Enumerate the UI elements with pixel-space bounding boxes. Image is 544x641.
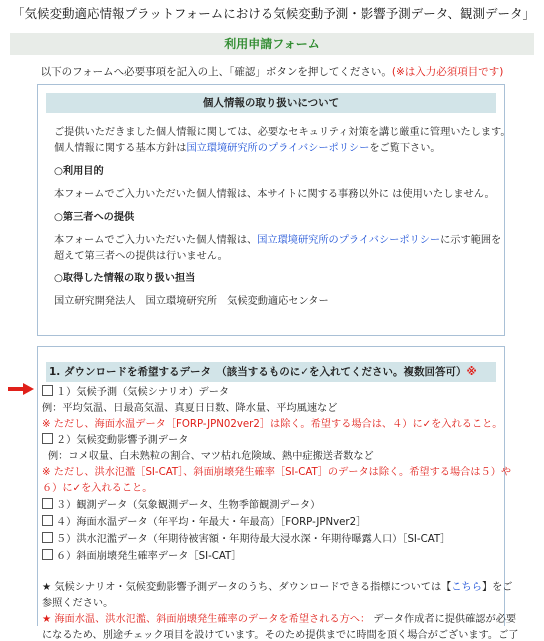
required-note: (※は入力必須項目です) bbox=[391, 66, 504, 78]
footnote1-post: 】をご bbox=[481, 582, 513, 593]
privacy-policy-link[interactable]: 国立環境研究所のプライバシーポリシー bbox=[186, 143, 370, 154]
privacy-section bbox=[37, 84, 511, 336]
checkbox-climate-prediction[interactable] bbox=[42, 385, 53, 396]
footnote2-red: ★ 海面水温、洪水氾濫、斜面崩壊発生確率のデータを希望される方へ： bbox=[42, 614, 371, 625]
third-party-pre: 本フォームでご入力いただいた個人情報は、 bbox=[54, 235, 258, 246]
download-header bbox=[46, 362, 496, 382]
option-label: ５）洪水氾濫データ（年期待被害額・年期待最大浸水深・年期待曝露人口）［SI-CAT］ bbox=[56, 534, 451, 545]
option-landslide[interactable] bbox=[42, 547, 241, 562]
handler-text: 国立研究開発法人 国立環境研究所 気候変動適応センター bbox=[54, 296, 329, 307]
option-label: ２）気候変動影響予測データ bbox=[56, 435, 189, 446]
footnote1-line2: 参照ください。 bbox=[42, 598, 114, 609]
form-intro bbox=[0, 64, 544, 79]
checkbox-impact-prediction[interactable] bbox=[42, 433, 53, 444]
option-flood[interactable] bbox=[42, 530, 450, 545]
option-label: １）気候予測（気候シナリオ）データ bbox=[56, 387, 230, 398]
purpose-heading: ○利用目的 bbox=[54, 166, 104, 177]
download-header-text: 1. ダウンロードを希望するデータ （該当するものに✓を入れてください。複数回答可） bbox=[49, 366, 467, 378]
option2-note-line2: ６）に✓を入れること。 bbox=[42, 483, 153, 494]
page-title: 「気候変動適応情報プラットフォームにおける気候変動予測・影響予測データ、観測データ」 bbox=[12, 6, 536, 21]
option1-example: 例：平均気温、日最高気温、真夏日日数、降水量、平均風速など bbox=[42, 403, 338, 414]
option2-note-line1: ※ ただし、洪水氾濫［SI-CAT］、斜面崩壊発生確率［SI-CAT］のデータは除く。希望する場合は５）や bbox=[42, 467, 512, 478]
option2-example: 例：コメ収量、白未熟粒の割合、マツ枯れ危険域、熱中症搬送者数など bbox=[48, 451, 374, 462]
checkbox-landslide[interactable] bbox=[42, 549, 53, 560]
footnote2-line1 bbox=[42, 610, 516, 625]
privacy-text-pre: 個人情報に関する基本方針は bbox=[54, 143, 187, 154]
download-required-mark: ※ bbox=[466, 366, 477, 378]
privacy-policy-link-2[interactable]: 国立環境研究所のプライバシーポリシー bbox=[257, 235, 441, 246]
option-label: ３）観測データ（気象観測データ、生物季節観測データ） bbox=[56, 500, 321, 511]
indicators-link[interactable]: こちら bbox=[451, 582, 482, 593]
option1-note: ※ ただし、海面水温データ［FORP-JPN02ver2］は除く。希望する場合は、４）に✓を入れること。 bbox=[42, 419, 503, 430]
intro-text: 以下のフォームへ必要事項を記入の上、「確認」ボタンを押してください。 bbox=[40, 66, 392, 78]
footnote1-pre: ★ 気候シナリオ・気候変動影響予測データのうち、ダウンロードできる指標については【 bbox=[42, 582, 452, 593]
footnote2-line2: になるため、別途チェック項目を設けています。そのため提供までに時間を頂く場合がございます。ご了 bbox=[42, 630, 519, 641]
purpose-text: 本フォームでご入力いただいた個人情報は、本サイトに関する事務以外に は使用いたしません。 bbox=[54, 189, 495, 200]
privacy-header: 個人情報の取り扱いについて bbox=[46, 93, 496, 113]
handler-heading: ○取得した情報の取り扱い担当 bbox=[54, 273, 196, 284]
third-party-heading: ○第三者への提供 bbox=[54, 212, 135, 223]
third-party-post: に示す範囲を bbox=[440, 235, 502, 246]
download-section bbox=[37, 346, 519, 641]
checkbox-observation[interactable] bbox=[42, 498, 53, 509]
option-label: ６）斜面崩壊発生確率データ［SI-CAT］ bbox=[56, 551, 242, 562]
third-party-line1 bbox=[54, 231, 501, 246]
option-impact-prediction[interactable] bbox=[42, 431, 188, 446]
privacy-text-line1: ご提供いただきました個人情報に関しては、必要なセキュリティ対策を講じ厳重に管理いたします。 bbox=[54, 127, 511, 138]
footnote1-line1 bbox=[42, 578, 513, 593]
checkbox-flood[interactable] bbox=[42, 532, 53, 543]
option-label: ４）海面水温データ（年平均・年最大・年最高）［FORP-JPNver2］ bbox=[56, 517, 367, 528]
option-sea-temp[interactable] bbox=[42, 513, 366, 528]
option-climate-prediction[interactable] bbox=[42, 383, 229, 398]
footnote2-black: データ作成者に提供確認が必要 bbox=[370, 614, 517, 625]
privacy-text-post: をご覧下さい。 bbox=[369, 143, 441, 154]
privacy-text-line2 bbox=[54, 139, 441, 154]
option-observation[interactable] bbox=[42, 496, 320, 511]
arrow-right-icon bbox=[8, 383, 34, 395]
form-title: 利用申請フォーム bbox=[10, 33, 534, 55]
checkbox-sea-temp[interactable] bbox=[42, 515, 53, 526]
third-party-line2: 超えて第三者への提供は行いません。 bbox=[54, 251, 228, 262]
